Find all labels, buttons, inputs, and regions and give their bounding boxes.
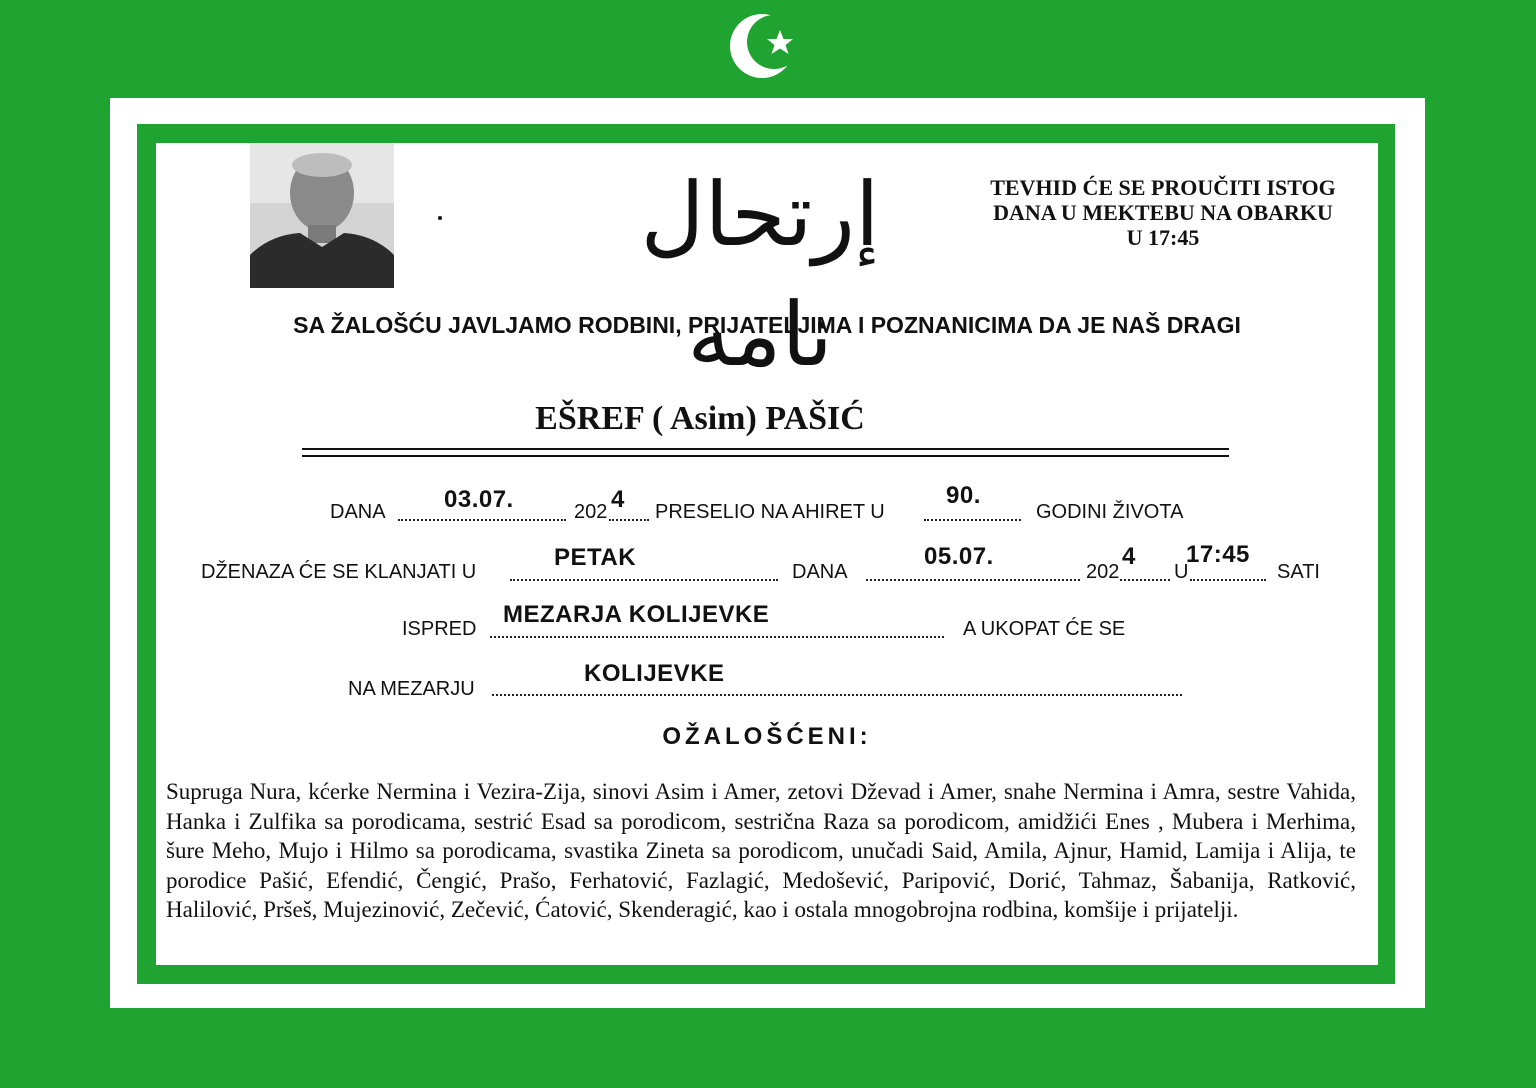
- funeral-time-value: 17:45: [1186, 541, 1250, 568]
- ukopat-label: A UKOPAT ĆE SE: [963, 618, 1126, 640]
- name-rule-top: [302, 448, 1229, 450]
- cemetery-value: KOLIJEVKE: [584, 660, 725, 687]
- mourners-list: Supruga Nura, kćerke Nermina i Vezira-Zija, sinovi Asim i Amer, zetovi Dževad i Amer, snahe Nermina i Amra, sestre Vahida, Hanka i Zulfika sa porodicama, sestrić Esad sa porodicom, sestrična Raza sa porodicom, amidžići Enes , Mubera i Merhima, šure Meho, Mujo i Hilmo sa porodicama, svastika Zineta sa porodicom, unučadi Said, Amila, Ajnur, Hamid, Lamija i Alija, te porodice Pašić, Efendić, Čengić, Prašo, Ferhatović, Fazlagić, Medošević, Paripović, Dorić, Tahmaz, Šabanija, Ratković, Halilović, Pršeš, Mujezinović, Zečević, Ćatović, Skenderagić, kao i ostala mnogobrojna rodbina, komšije i prijatelji.: [166, 779, 1356, 922]
- death-date-value: 03.07.: [444, 486, 514, 513]
- death-year-prefix: 202: [574, 501, 608, 523]
- mourners-title: OŽALOŠĆENI:: [662, 723, 872, 750]
- cemetery-line: [492, 694, 1182, 696]
- tevhid-line-2: DANA U MEKTEBU NA OBARKU: [993, 200, 1333, 225]
- ispred-label: ISPRED: [402, 618, 477, 640]
- mezarju-label: NA MEZARJU: [348, 678, 475, 700]
- funeral-dana-label: DANA: [792, 561, 848, 583]
- godini-label: GODINI ŽIVOTA: [1036, 501, 1184, 523]
- age-value: 90.: [946, 482, 981, 509]
- tevhid-line-1: TEVHID ĆE SE PROUČITI ISTOG: [990, 175, 1336, 200]
- small-dot: [438, 216, 442, 220]
- deceased-photo: [250, 143, 394, 288]
- tevhid-notice: [953, 175, 1373, 250]
- death-date-line: [398, 519, 566, 521]
- place-line: [490, 636, 944, 638]
- funeral-year-prefix: 202: [1086, 561, 1120, 583]
- intro-text: SA ŽALOŠĆU JAVLJAMO RODBINI, PRIJATELJIMA I POZNANICIMA DA JE NAŠ DRAGI: [293, 312, 1241, 338]
- funeral-year-line: [1120, 579, 1170, 581]
- age-line: [924, 519, 1021, 521]
- death-year-digit: 4: [611, 486, 625, 513]
- funeral-date-line: [866, 579, 1080, 581]
- funeral-time-line: [1190, 579, 1266, 581]
- death-dana-label: DANA: [330, 501, 386, 523]
- funeral-date-value: 05.07.: [924, 543, 994, 570]
- funeral-u-label: U: [1174, 561, 1189, 583]
- funeral-year-digit: 4: [1122, 543, 1136, 570]
- crescent-star-icon: [722, 8, 812, 84]
- dzenaza-label: DŽENAZA ĆE SE KLANJATI U: [201, 561, 477, 583]
- sati-label: SATI: [1277, 561, 1320, 583]
- arabic-title: إرتحال نامه: [640, 163, 880, 386]
- place-value: MEZARJA KOLIJEVKE: [503, 601, 770, 628]
- deceased-name: EŠREF ( Asim) PAŠIĆ: [535, 400, 865, 437]
- funeral-day-value: PETAK: [554, 544, 637, 571]
- day-line: [510, 579, 778, 581]
- preselio-label: PRESELIO NA AHIRET U: [655, 501, 885, 523]
- name-rule-bottom: [302, 455, 1229, 457]
- tevhid-line-3: U 17:45: [1126, 225, 1200, 250]
- death-year-line: [609, 519, 649, 521]
